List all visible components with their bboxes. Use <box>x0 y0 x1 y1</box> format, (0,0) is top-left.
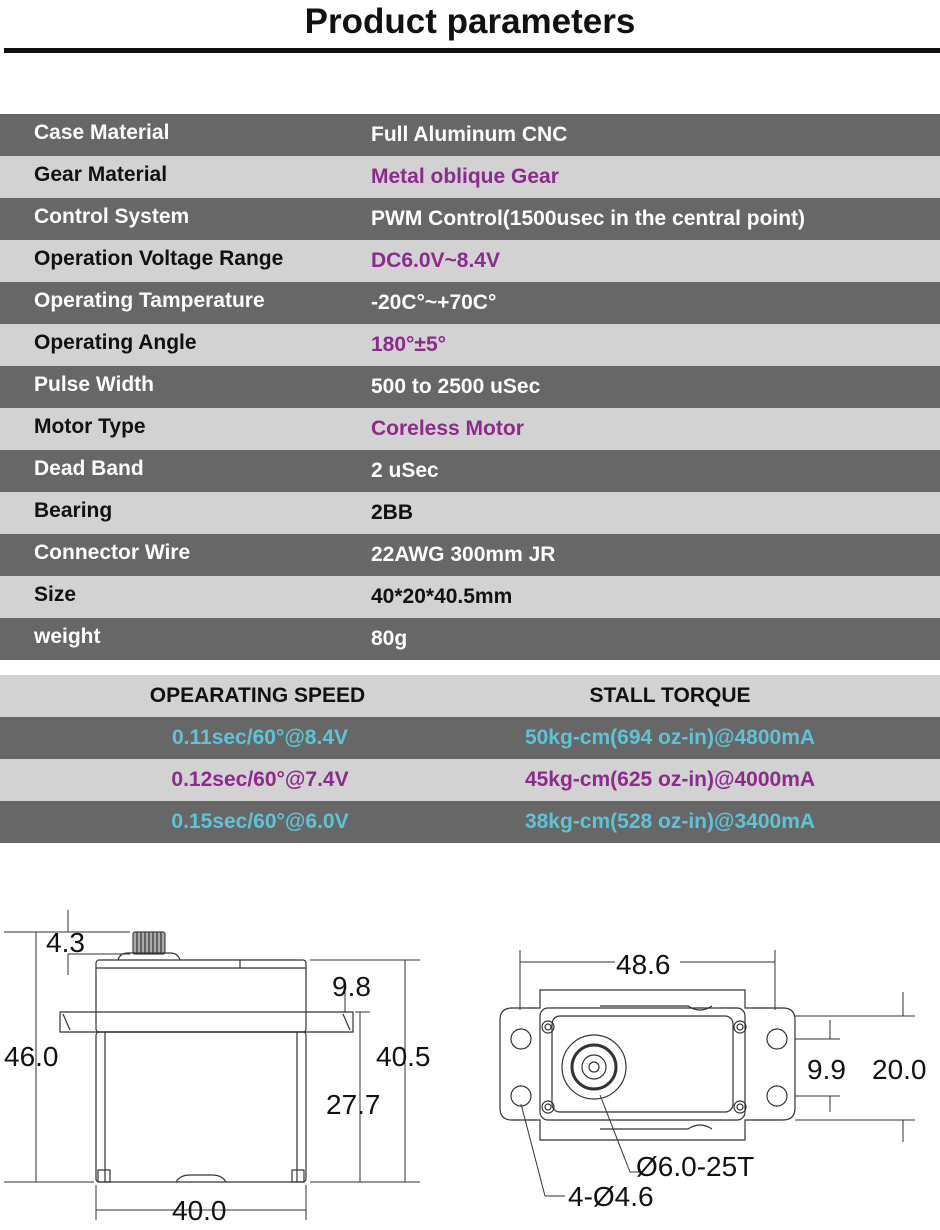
dim-hole-spacing: 9.9 <box>807 1054 846 1085</box>
torque-value: 38kg-cm(528 oz-in)@3400mA <box>524 810 816 833</box>
spec-row <box>0 450 940 492</box>
spec-label: Size <box>34 583 77 606</box>
spec-value: Coreless Motor <box>371 417 524 440</box>
spec-row <box>0 282 940 324</box>
torque-value: 50kg-cm(694 oz-in)@4800mA <box>524 726 816 749</box>
spec-value: Metal oblique Gear <box>371 165 559 188</box>
performance-table <box>0 675 940 843</box>
spec-label: Connector Wire <box>34 541 191 564</box>
speed-value: 0.12sec/60°@7.4V <box>171 768 349 791</box>
dim-mount-holes: 4-Ø4.6 <box>568 1181 654 1212</box>
spec-label: Pulse Width <box>34 373 154 396</box>
spec-label: Case Material <box>34 121 170 144</box>
spec-row <box>0 366 940 408</box>
torque-value: 45kg-cm(625 oz-in)@4000mA <box>524 768 816 791</box>
spec-value: 40*20*40.5mm <box>371 585 513 608</box>
speed-value: 0.11sec/60°@8.4V <box>171 726 349 749</box>
spec-label: weight <box>34 625 101 648</box>
dim-lower-height: 27.7 <box>326 1089 381 1120</box>
spec-row <box>0 324 940 366</box>
spec-row <box>0 408 940 450</box>
spec-label: Gear Material <box>34 163 168 186</box>
spec-value: 2 uSec <box>371 459 439 482</box>
spec-row <box>0 492 940 534</box>
dim-spline-height: 4.3 <box>46 927 85 958</box>
dim-length: 48.6 <box>616 949 671 980</box>
dim-top-width: 20.0 <box>872 1054 927 1085</box>
spec-row <box>0 198 940 240</box>
dim-total-height: 46.0 <box>4 1041 59 1072</box>
performance-header-row <box>0 675 940 717</box>
spec-label: Dead Band <box>34 457 144 480</box>
dim-spline: Ø6.0-25T <box>636 1151 755 1182</box>
spec-label: Operation Voltage Range <box>34 247 284 270</box>
performance-row <box>0 759 940 801</box>
performance-row <box>0 717 940 759</box>
spec-row <box>0 534 940 576</box>
spec-value: 2BB <box>371 501 414 524</box>
spec-label: Motor Type <box>34 415 146 438</box>
spec-value: -20C°~+70C° <box>371 291 497 314</box>
speed-header: OPEARATING SPEED <box>149 684 366 707</box>
spec-row <box>0 156 940 198</box>
dimension-drawing <box>0 880 940 1230</box>
spec-row <box>0 576 940 618</box>
spec-row <box>0 240 940 282</box>
spec-value: 180°±5° <box>371 333 447 356</box>
side-view <box>60 932 353 1182</box>
dim-body-height: 40.5 <box>376 1041 431 1072</box>
spec-value: DC6.0V~8.4V <box>371 249 500 272</box>
speed-value: 0.15sec/60°@6.0V <box>171 810 349 833</box>
spec-value: 500 to 2500 uSec <box>371 375 541 398</box>
dim-flange-offset: 9.8 <box>332 971 371 1002</box>
performance-row <box>0 801 940 843</box>
spec-label: Operating Tamperature <box>34 289 265 312</box>
top-view <box>500 990 795 1140</box>
dim-width: 40.0 <box>172 1195 227 1226</box>
spec-label: Bearing <box>34 499 113 522</box>
spec-value: 22AWG 300mm JR <box>371 543 556 566</box>
spec-value: Full Aluminum CNC <box>371 123 568 146</box>
spec-table <box>0 114 940 660</box>
spec-row <box>0 618 940 660</box>
spec-row <box>0 114 940 156</box>
page-title: Product parameters <box>304 2 636 41</box>
spec-label: Control System <box>34 205 190 228</box>
spec-label: Operating Angle <box>34 331 197 354</box>
title-underline <box>4 48 940 53</box>
torque-header: STALL TORQUE <box>589 684 751 707</box>
spec-value: PWM Control(1500usec in the central point) <box>371 207 806 230</box>
spec-value: 80g <box>371 627 408 650</box>
